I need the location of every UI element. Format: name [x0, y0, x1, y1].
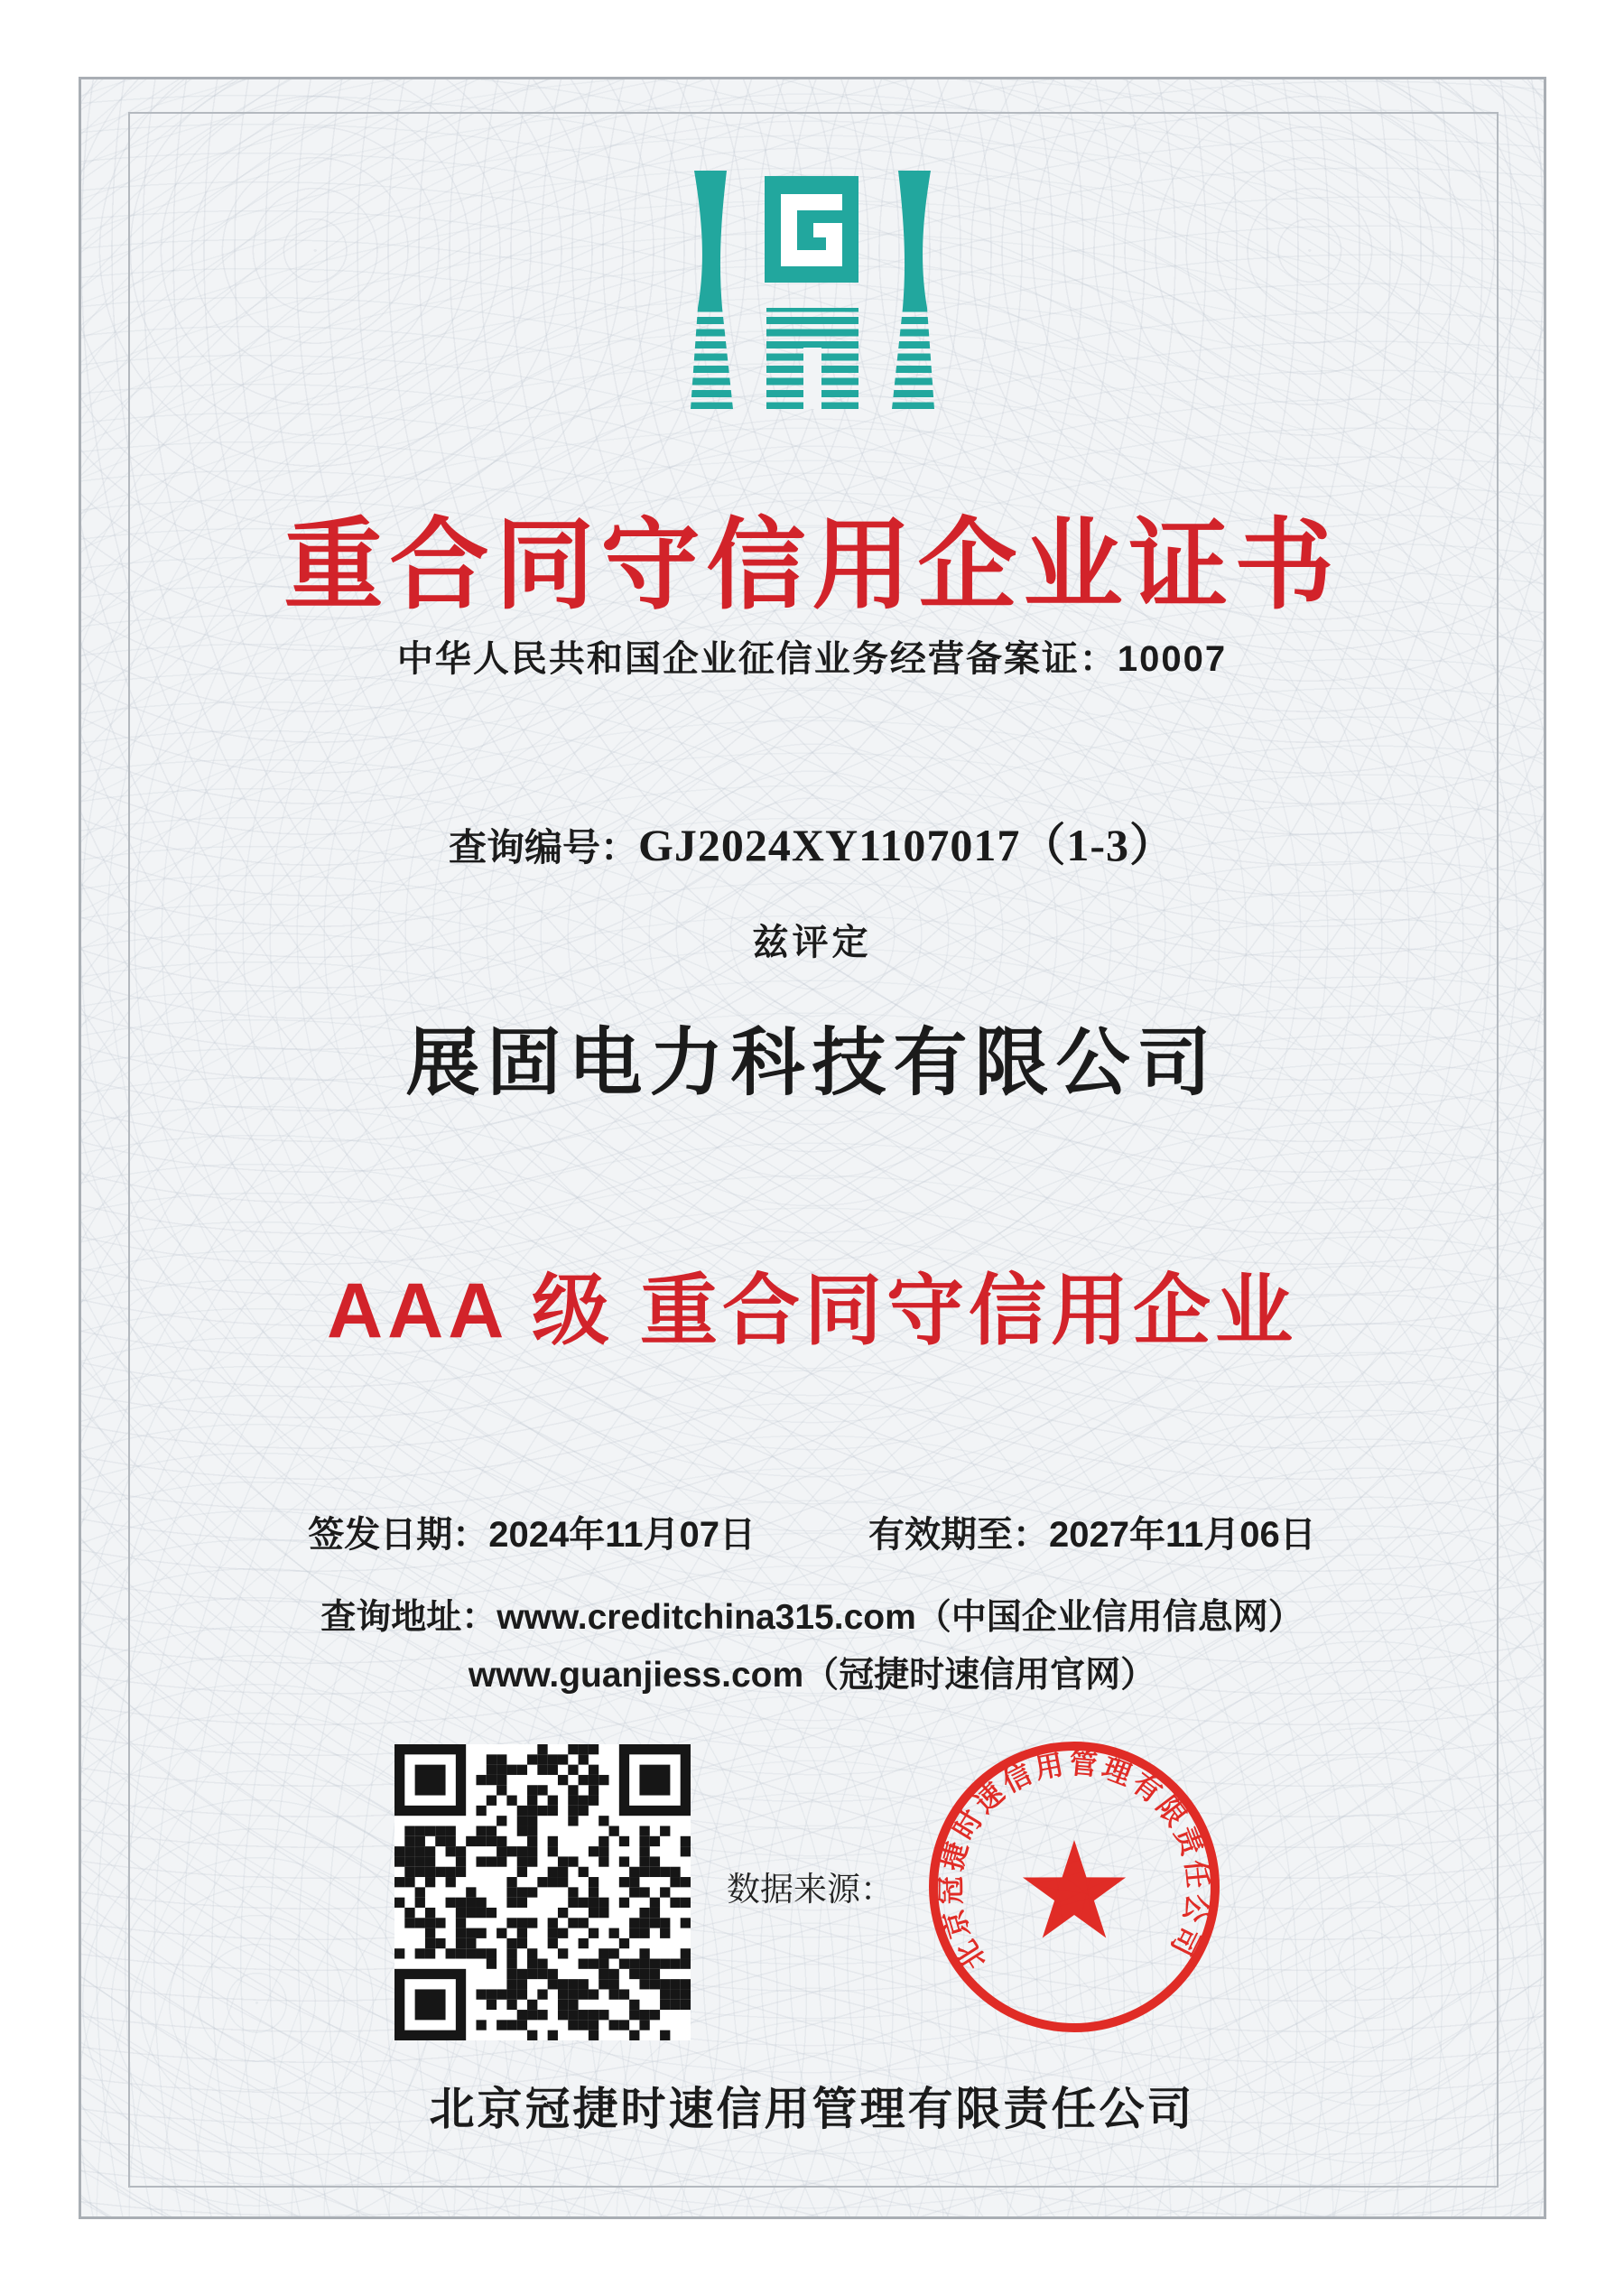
issue-date-label: 签发日期：: [308, 1515, 489, 1555]
query-address-url1: www.creditchina315.com（中国企业信用信息网）: [496, 1598, 1304, 1637]
certificate-title: 重合同守信用企业证书: [283, 510, 1341, 621]
dates-row: [0, 1506, 1624, 1557]
query-number-value: GJ2024XY1107017（1-3）: [638, 820, 1175, 870]
guanjie-logo-icon: [691, 171, 934, 409]
query-address-line1: [0, 1589, 1624, 1640]
data-source-label: 数据来源：: [727, 1872, 894, 1909]
valid-until-label: 有效期至：: [868, 1515, 1049, 1555]
certificate-subtitle: 中华人民共和国企业征信业务经营备案证：10007: [396, 639, 1228, 679]
valid-until-value: 2027年11月06日: [1049, 1515, 1316, 1555]
query-address-line2: www.guanjiess.com（冠捷时速信用官网）: [468, 1656, 1156, 1695]
query-number-label: 查询编号：: [448, 826, 638, 869]
company-seal-icon: [919, 1732, 1230, 2042]
hereby-label: 兹评定: [752, 923, 872, 962]
query-number-line: [0, 809, 1624, 874]
rating-line: AAA 级 重合同守信用企业: [327, 1268, 1297, 1354]
issue-date: [308, 1506, 756, 1557]
query-address-label: 查询地址：: [320, 1598, 497, 1637]
company-name: 展固电力科技有限公司: [405, 1022, 1219, 1104]
issue-date-value: 2024年11月07日: [488, 1515, 756, 1555]
issuer-name: 北京冠捷时速信用管理有限责任公司: [429, 2084, 1195, 2134]
qr-code-icon: [394, 1744, 691, 2040]
valid-until: [868, 1506, 1316, 1557]
seal-text: 北京冠捷时速信用管理有限责任公司: [934, 1747, 1214, 1975]
